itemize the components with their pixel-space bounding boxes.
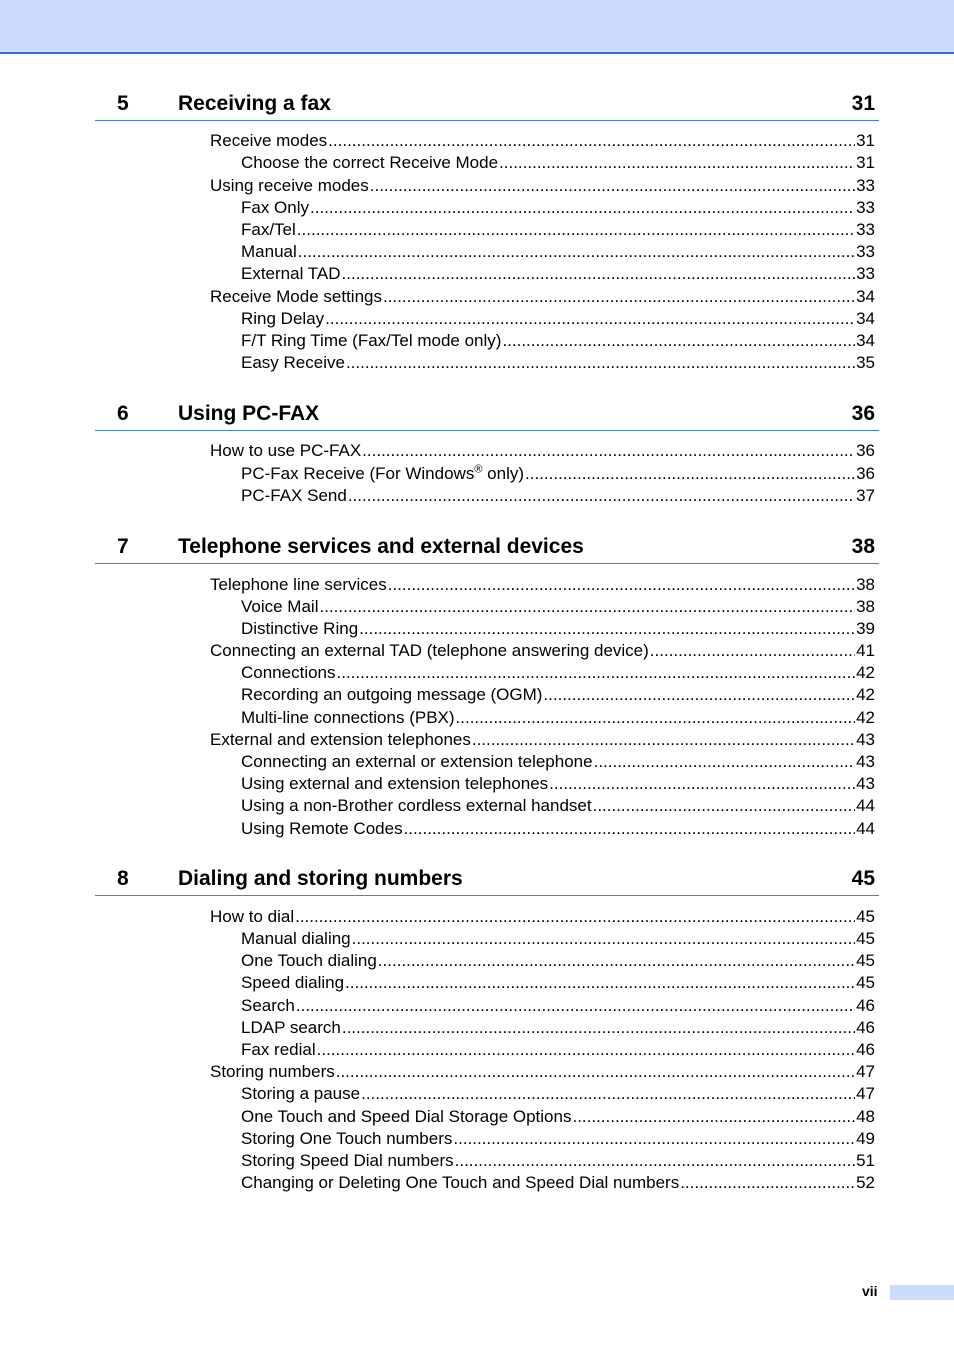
entry-page: 45 [856, 973, 875, 992]
leader-dots [549, 774, 855, 794]
toc-entry[interactable] [241, 1018, 875, 1038]
entry-page: 33 [856, 242, 875, 261]
entry-page: 47 [856, 1062, 875, 1081]
entry-label: Using receive modes [210, 176, 369, 195]
leader-dots [404, 819, 856, 839]
toc-entry[interactable] [241, 153, 875, 173]
leader-dots [453, 1129, 855, 1149]
leader-dots [455, 1151, 855, 1171]
leader-dots [359, 619, 855, 639]
leader-dots [650, 641, 855, 661]
toc-entry[interactable] [241, 685, 875, 705]
leader-dots [296, 996, 855, 1016]
entry-label: Fax redial [241, 1040, 316, 1059]
leader-dots [342, 264, 856, 284]
entry-label: One Touch and Speed Dial Storage Options [241, 1107, 572, 1126]
entry-label: Fax Only [241, 198, 310, 217]
entry-page: 52 [856, 1173, 875, 1192]
entry-label: Storing numbers [210, 1062, 335, 1081]
leader-dots [325, 309, 855, 329]
leader-dots [297, 220, 855, 240]
entry-page: 46 [856, 996, 875, 1015]
toc-entry[interactable] [241, 1040, 875, 1060]
entry-label: Voice Mail [241, 597, 319, 616]
toc-entry[interactable] [241, 1151, 875, 1171]
entry-page: 36 [856, 464, 875, 483]
leader-dots [336, 1062, 855, 1082]
entry-page: 34 [856, 331, 875, 350]
toc-entry[interactable] [241, 1173, 875, 1193]
leader-dots [593, 796, 855, 816]
toc-entry[interactable] [241, 331, 875, 351]
chapter-heading[interactable] [95, 86, 879, 121]
entry-page: 45 [856, 929, 875, 948]
entry-label: Storing Speed Dial numbers [241, 1151, 454, 1170]
entry-label: Using a non-Brother cordless external handset [241, 796, 592, 815]
leader-dots [383, 287, 855, 307]
entry-page: 31 [856, 153, 875, 172]
entry-label: Search [241, 996, 295, 1015]
chapter-heading[interactable] [95, 529, 879, 564]
entry-label: Connecting an external TAD (telephone answering device) [210, 641, 649, 660]
leader-dots [310, 198, 855, 218]
entry-page: 43 [856, 774, 875, 793]
entry-page: 45 [856, 907, 875, 926]
leader-dots [342, 1018, 855, 1038]
leader-dots [352, 929, 855, 949]
entry-label: Changing or Deleting One Touch and Speed Dial numbers [241, 1173, 680, 1192]
toc-entry[interactable] [241, 264, 875, 284]
leader-dots [348, 486, 855, 506]
toc-entry[interactable] [241, 619, 875, 639]
toc-entry[interactable] [241, 309, 875, 329]
entry-page: 51 [856, 1151, 875, 1170]
footer-page-number: vii [862, 1283, 878, 1299]
entry-label: Receive modes [210, 131, 328, 150]
chapter-title: Using PC-FAX [178, 402, 320, 425]
entry-label: F/T Ring Time (Fax/Tel mode only) [241, 331, 502, 350]
entry-page: 35 [856, 353, 875, 372]
entry-page: 41 [856, 641, 875, 660]
entry-label: External and extension telephones [210, 730, 471, 749]
entry-page: 37 [856, 486, 875, 505]
chapter-heading[interactable] [95, 861, 879, 896]
leader-dots [317, 1040, 855, 1060]
entry-label-suffix: only) [482, 464, 525, 483]
leader-dots [378, 951, 855, 971]
entry-page: 39 [856, 619, 875, 638]
chapter-number: 5 [117, 92, 129, 115]
entry-label: Distinctive Ring [241, 619, 359, 638]
entry-page: 36 [856, 441, 875, 460]
leader-dots [472, 730, 855, 750]
toc-entry[interactable] [210, 907, 875, 927]
entry-label-main: PC-Fax Receive (For Windows [241, 464, 475, 483]
leader-dots [456, 708, 856, 728]
entry-label: Speed dialing [241, 973, 345, 992]
leader-dots [680, 1173, 855, 1193]
leader-dots [388, 575, 855, 595]
leader-dots [543, 685, 855, 705]
toc-entry[interactable] [241, 996, 875, 1016]
entry-label: Storing One Touch numbers [241, 1129, 453, 1148]
toc-entry[interactable] [210, 441, 875, 461]
entry-label: External TAD [241, 264, 341, 283]
entry-label: PC-FAX Send [241, 486, 347, 505]
entry-page: 48 [856, 1107, 875, 1126]
entry-page: 33 [856, 198, 875, 217]
entry-page: 43 [856, 730, 875, 749]
entry-label: Telephone line services [210, 575, 387, 594]
toc-entry[interactable] [210, 131, 875, 151]
toc-entry[interactable] [241, 951, 875, 971]
leader-dots [525, 464, 855, 484]
leader-dots [361, 1084, 855, 1104]
toc-entry[interactable] [210, 287, 875, 307]
toc-entry[interactable] [241, 1107, 875, 1127]
toc-entry[interactable] [241, 597, 875, 617]
entry-label: How to dial [210, 907, 295, 926]
entry-label: Connections [241, 663, 336, 682]
chapter-title: Dialing and storing numbers [178, 867, 463, 890]
leader-dots [337, 663, 856, 683]
toc-entry[interactable] [241, 708, 875, 728]
entry-page: 38 [856, 597, 875, 616]
entry-page: 34 [856, 309, 875, 328]
chapter-page: 36 [851, 402, 875, 425]
entry-label: Choose the correct Receive Mode [241, 153, 499, 172]
chapter-title: Receiving a fax [178, 92, 331, 115]
entry-page: 38 [856, 575, 875, 594]
toc-entry[interactable] [210, 1062, 875, 1082]
entry-label: Fax/Tel [241, 220, 296, 239]
entry-label: Recording an outgoing message (OGM) [241, 685, 543, 704]
toc-entry[interactable] [241, 242, 875, 262]
leader-dots [298, 242, 855, 262]
leader-dots [328, 131, 855, 151]
chapter-page: 38 [851, 535, 875, 558]
leader-dots [502, 331, 855, 351]
chapter-title: Telephone services and external devices [178, 535, 584, 558]
toc-entry[interactable] [241, 220, 875, 240]
entry-page: 42 [856, 663, 875, 682]
header-band [0, 0, 954, 54]
toc-entry[interactable] [241, 929, 875, 949]
entry-label: Receive Mode settings [210, 287, 382, 306]
entry-page: 33 [856, 176, 875, 195]
leader-dots [370, 176, 855, 196]
toc-entry[interactable] [210, 575, 875, 595]
leader-dots [295, 907, 855, 927]
entry-page: 44 [856, 819, 875, 838]
entry-page: 49 [856, 1129, 875, 1148]
entry-label: Ring Delay [241, 309, 325, 328]
entry-label: One Touch dialing [241, 951, 377, 970]
footer-band [890, 1285, 954, 1300]
toc-entry[interactable] [210, 730, 875, 750]
toc-entry[interactable] [210, 641, 875, 661]
registered-mark: ® [474, 463, 483, 476]
entry-page: 47 [856, 1084, 875, 1103]
chapter-number: 6 [117, 402, 129, 425]
toc-entry[interactable] [241, 663, 875, 683]
leader-dots [572, 1107, 855, 1127]
chapter-heading[interactable] [95, 396, 879, 431]
chapter-number: 7 [117, 535, 129, 558]
toc-entry[interactable] [241, 464, 875, 484]
entry-label: How to use PC-FAX [210, 441, 362, 460]
leader-dots [594, 752, 855, 772]
entry-label: LDAP search [241, 1018, 341, 1037]
entry-page: 46 [856, 1040, 875, 1059]
entry-label: Multi-line connections (PBX) [241, 708, 455, 727]
entry-label: Manual dialing [241, 929, 351, 948]
toc-entry[interactable] [241, 198, 875, 218]
entry-label: Using external and extension telephones [241, 774, 549, 793]
entry-page: 31 [856, 131, 875, 150]
toc-entry[interactable] [241, 796, 875, 816]
toc-entry[interactable] [210, 176, 875, 196]
entry-label: Connecting an external or extension telephone [241, 752, 593, 771]
toc-entry[interactable] [241, 1084, 875, 1104]
toc-entry[interactable] [241, 1129, 875, 1149]
entry-page: 34 [856, 287, 875, 306]
leader-dots [362, 441, 855, 461]
entry-page: 44 [856, 796, 875, 815]
entry-label: Easy Receive [241, 353, 345, 372]
toc-entry[interactable] [241, 353, 875, 373]
toc-entry[interactable] [241, 774, 875, 794]
leader-dots [499, 153, 855, 173]
toc-entry[interactable] [241, 486, 875, 506]
leader-dots [346, 353, 855, 373]
entry-page: 42 [856, 685, 875, 704]
entry-page: 45 [856, 951, 875, 970]
chapter-page: 31 [851, 92, 875, 115]
entry-label [241, 464, 524, 484]
toc-entry[interactable] [241, 752, 875, 772]
chapter-page: 45 [851, 867, 875, 890]
toc-entry[interactable] [241, 973, 875, 993]
entry-page: 42 [856, 708, 875, 727]
toc-entry[interactable] [241, 819, 875, 839]
entry-label: Using Remote Codes [241, 819, 403, 838]
leader-dots [345, 973, 855, 993]
leader-dots [319, 597, 855, 617]
entry-label: Manual [241, 242, 297, 261]
entry-page: 33 [856, 264, 875, 283]
entry-label: Storing a pause [241, 1084, 361, 1103]
entry-page: 46 [856, 1018, 875, 1037]
entry-page: 33 [856, 220, 875, 239]
entry-page: 43 [856, 752, 875, 771]
chapter-number: 8 [117, 867, 129, 890]
